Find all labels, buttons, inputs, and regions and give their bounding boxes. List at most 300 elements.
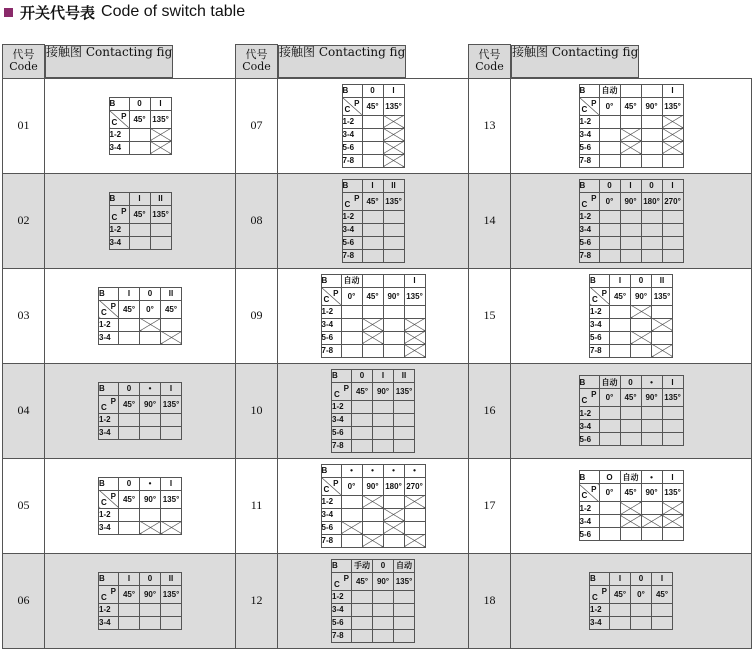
- table-row: [3, 78, 752, 173]
- switch-code: 01: [3, 78, 45, 173]
- contact-closed-mark: [161, 603, 182, 616]
- contact-open-cell: [599, 210, 620, 223]
- contact-diagram-cell: [45, 553, 236, 648]
- contact-label: 5-6: [332, 616, 352, 629]
- position-label: I: [362, 179, 383, 192]
- contact-open-cell: [341, 495, 362, 508]
- contact-open-cell: [599, 115, 620, 128]
- contact-open-cell: [620, 154, 641, 167]
- contact-open-cell: [641, 223, 662, 236]
- contact-label: 7-8: [321, 534, 341, 547]
- position-label: •: [140, 382, 161, 395]
- contact-label: 1-2: [99, 508, 119, 521]
- angle-label: 90°: [631, 287, 652, 305]
- contact-row: [332, 616, 415, 629]
- c-label: C: [344, 199, 351, 209]
- position-label: 0: [140, 287, 161, 300]
- contact-open-cell: [383, 331, 404, 344]
- contact-open-cell: [119, 603, 140, 616]
- b-label: B: [332, 369, 352, 382]
- contact-open-cell: [119, 413, 140, 426]
- switch-code: 08: [236, 173, 278, 268]
- position-label: I: [150, 97, 171, 110]
- contact-closed-mark: [140, 616, 161, 629]
- contact-row: [332, 603, 415, 616]
- cp-corner: [321, 287, 341, 305]
- b-label: B: [579, 84, 599, 97]
- position-label: 自动: [341, 274, 362, 287]
- contact-open-cell: [610, 305, 631, 318]
- contact-open-cell: [662, 154, 683, 167]
- contact-open-cell: [373, 426, 394, 439]
- position-label: O: [599, 471, 620, 484]
- contact-closed-mark: [383, 154, 404, 167]
- b-label: B: [579, 471, 599, 484]
- cp-corner: [590, 585, 610, 603]
- p-label: P: [343, 383, 349, 393]
- switch-code: 03: [3, 268, 45, 363]
- table-body: [3, 78, 752, 648]
- b-label: B: [99, 287, 119, 300]
- angle-label: 45°: [161, 300, 182, 318]
- c-label: C: [581, 491, 588, 500]
- contact-label: 5-6: [579, 141, 599, 154]
- contact-row: [99, 508, 182, 521]
- contact-open-cell: [610, 344, 631, 357]
- contact-label: 5-6: [321, 331, 341, 344]
- position-label: •: [404, 464, 425, 477]
- angle-label: 180°: [641, 192, 662, 210]
- angle-label: 0°: [341, 477, 362, 495]
- position-label: [383, 274, 404, 287]
- angle-row: [579, 484, 683, 502]
- contact-diagram: [579, 179, 684, 263]
- contact-open-cell: [362, 344, 383, 357]
- contact-diagram: [331, 559, 415, 643]
- contact-closed-mark: [620, 128, 641, 141]
- switch-code: 10: [236, 363, 278, 458]
- cp-corner: [99, 300, 119, 318]
- position-label: 0: [620, 376, 641, 389]
- contact-open-cell: [599, 223, 620, 236]
- c-label: C: [101, 402, 107, 412]
- contact-label: 5-6: [342, 141, 362, 154]
- contact-closed-mark: [620, 210, 641, 223]
- angle-row: [342, 97, 404, 115]
- contact-closed-mark: [161, 426, 182, 439]
- contact-open-cell: [373, 439, 394, 452]
- contact-closed-mark: [140, 413, 161, 426]
- contact-closed-mark: [362, 236, 383, 249]
- contact-label: 3-4: [99, 331, 119, 344]
- contact-closed-mark: [620, 515, 641, 528]
- contact-diagram: [109, 97, 172, 155]
- contact-closed-mark: [662, 141, 683, 154]
- contact-open-cell: [119, 426, 140, 439]
- cp-corner: [332, 382, 352, 400]
- contact-open-cell: [641, 528, 662, 541]
- angle-label: 45°: [652, 585, 673, 603]
- contact-row: [99, 318, 182, 331]
- contact-closed-mark: [641, 433, 662, 446]
- contact-closed-mark: [383, 521, 404, 534]
- contact-diagram-cell: [278, 173, 469, 268]
- contact-open-cell: [341, 331, 362, 344]
- cp-corner: [321, 477, 341, 495]
- angle-row: [99, 490, 182, 508]
- position-label: I: [119, 572, 140, 585]
- switch-code: 18: [469, 553, 511, 648]
- angle-label: 90°: [373, 572, 394, 590]
- switch-code: 07: [236, 78, 278, 173]
- contact-diagram: [98, 572, 182, 630]
- contact-row: [99, 603, 182, 616]
- angle-row: [342, 192, 404, 210]
- contact-closed-mark: [352, 616, 373, 629]
- position-row: [109, 192, 171, 205]
- contact-open-cell: [373, 400, 394, 413]
- contact-diagram: [331, 369, 415, 453]
- contact-closed-mark: [362, 249, 383, 262]
- contact-closed-mark: [383, 508, 404, 521]
- contact-row: [579, 210, 683, 223]
- cp-corner: [579, 484, 599, 502]
- contact-open-cell: [383, 249, 404, 262]
- p-label: P: [110, 586, 116, 596]
- contact-label: 7-8: [332, 629, 352, 642]
- c-label: C: [592, 294, 598, 304]
- position-label: I: [652, 572, 673, 585]
- contact-label: 1-2: [109, 128, 129, 141]
- position-label: I: [129, 192, 150, 205]
- contact-open-cell: [373, 603, 394, 616]
- position-label: 自动: [599, 376, 620, 389]
- title-cn: 开关代号表: [20, 3, 96, 22]
- contact-label: 3-4: [579, 223, 599, 236]
- angle-label: 135°: [161, 490, 182, 508]
- angle-label: 45°: [362, 287, 383, 305]
- angle-label: 90°: [641, 389, 662, 407]
- contact-label: 1-2: [579, 115, 599, 128]
- p-label: P: [591, 193, 597, 203]
- b-label: B: [579, 179, 599, 192]
- code-header: 代号 Code: [469, 45, 511, 79]
- title-en: Code of switch table: [101, 3, 246, 20]
- contact-closed-mark: [620, 141, 641, 154]
- contact-closed-mark: [341, 521, 362, 534]
- angle-label: 45°: [362, 192, 383, 210]
- angle-row: [99, 395, 182, 413]
- contact-closed-mark: [404, 344, 425, 357]
- switch-code: 05: [3, 458, 45, 553]
- position-label: II: [652, 274, 673, 287]
- angle-label: 45°: [620, 97, 641, 115]
- contact-closed-mark: [662, 223, 683, 236]
- contact-open-cell: [362, 521, 383, 534]
- cp-corner: [579, 97, 599, 115]
- contact-label: 3-4: [321, 318, 341, 331]
- contact-label: 3-4: [109, 236, 129, 249]
- c-label: C: [344, 104, 351, 114]
- angle-label: 45°: [119, 585, 140, 603]
- position-label: I: [620, 179, 641, 192]
- contact-open-cell: [394, 400, 415, 413]
- contact-diagram: [109, 192, 172, 250]
- angle-label: 135°: [383, 192, 404, 210]
- contact-open-cell: [599, 528, 620, 541]
- contact-label: 1-2: [342, 115, 362, 128]
- angle-label: 270°: [662, 192, 683, 210]
- contact-diagram-cell: [278, 458, 469, 553]
- contact-row: [579, 128, 683, 141]
- contact-diagram-cell: [45, 363, 236, 458]
- contact-open-cell: [161, 318, 182, 331]
- position-label: 自动: [599, 84, 620, 97]
- angle-label: 135°: [662, 484, 683, 502]
- contact-closed-mark: [394, 603, 415, 616]
- c-label: C: [323, 484, 330, 494]
- contact-open-cell: [394, 590, 415, 603]
- contact-open-cell: [373, 616, 394, 629]
- contact-row: [109, 223, 171, 236]
- angle-label: 0°: [599, 192, 620, 210]
- b-label: B: [321, 464, 341, 477]
- position-label: 0: [129, 97, 150, 110]
- angle-row: [109, 205, 171, 223]
- contact-label: 5-6: [321, 521, 341, 534]
- contact-closed-mark: [620, 236, 641, 249]
- b-label: B: [109, 192, 129, 205]
- p-label: P: [343, 573, 349, 583]
- position-label: II: [383, 179, 404, 192]
- contact-closed-mark: [662, 128, 683, 141]
- position-label: 0: [362, 84, 383, 97]
- b-label: B: [99, 572, 119, 585]
- contact-closed-mark: [383, 223, 404, 236]
- contact-row: [99, 413, 182, 426]
- contact-diagram-cell: [45, 78, 236, 173]
- contact-diagram: [589, 572, 673, 630]
- switch-code: 16: [469, 363, 511, 458]
- table-row: [3, 268, 752, 363]
- b-label: B: [332, 559, 352, 572]
- contact-label: 3-4: [99, 616, 119, 629]
- contact-diagram-cell: [278, 268, 469, 363]
- contact-row: [590, 616, 673, 629]
- b-label: B: [579, 376, 599, 389]
- contact-label: 3-4: [321, 508, 341, 521]
- contact-closed-mark: [641, 407, 662, 420]
- contact-open-cell: [362, 141, 383, 154]
- position-label: 0: [119, 382, 140, 395]
- c-label: C: [101, 497, 107, 507]
- contact-diagram-cell: [511, 78, 752, 173]
- angle-label: 135°: [161, 585, 182, 603]
- contact-open-cell: [631, 616, 652, 629]
- contact-open-cell: [129, 236, 150, 249]
- position-row: [99, 287, 182, 300]
- contact-diagram: [98, 477, 182, 535]
- contact-label: 5-6: [342, 236, 362, 249]
- contact-closed-mark: [383, 141, 404, 154]
- angle-label: 135°: [652, 287, 673, 305]
- angle-label: 45°: [119, 300, 140, 318]
- switch-code: 12: [236, 553, 278, 648]
- p-label: P: [591, 485, 597, 494]
- b-label: B: [109, 97, 129, 110]
- angle-label: 90°: [383, 287, 404, 305]
- cp-corner: [99, 490, 119, 508]
- contact-closed-mark: [610, 616, 631, 629]
- angle-label: 90°: [641, 97, 662, 115]
- contact-closed-mark: [394, 439, 415, 452]
- contact-open-cell: [383, 534, 404, 547]
- fig-header: 接触图 Contacting fig: [511, 45, 639, 78]
- c-label: C: [581, 104, 588, 114]
- angle-row: [99, 585, 182, 603]
- contact-row: [342, 210, 404, 223]
- contact-open-cell: [352, 439, 373, 452]
- angle-label: 45°: [119, 395, 140, 413]
- contact-open-cell: [599, 249, 620, 262]
- contact-row: [109, 141, 171, 154]
- contact-open-cell: [641, 128, 662, 141]
- position-label: [641, 84, 662, 97]
- contact-open-cell: [641, 115, 662, 128]
- contact-open-cell: [373, 590, 394, 603]
- angle-label: 45°: [610, 287, 631, 305]
- c-label: C: [334, 389, 340, 399]
- contact-closed-mark: [140, 603, 161, 616]
- contact-closed-mark: [662, 115, 683, 128]
- contact-row: [342, 141, 404, 154]
- position-label: II: [161, 572, 182, 585]
- contact-open-cell: [652, 305, 673, 318]
- cp-corner: [579, 192, 599, 210]
- p-label: P: [354, 193, 360, 203]
- contact-closed-mark: [404, 318, 425, 331]
- contact-label: 7-8: [332, 439, 352, 452]
- position-row: [579, 179, 683, 192]
- contact-diagram: [589, 274, 673, 358]
- p-label: P: [110, 301, 116, 311]
- switch-code: 09: [236, 268, 278, 363]
- angle-row: [321, 287, 425, 305]
- angle-label: 0°: [599, 389, 620, 407]
- contact-open-cell: [404, 305, 425, 318]
- angle-label: 135°: [394, 572, 415, 590]
- cp-corner: [99, 585, 119, 603]
- contact-open-cell: [119, 331, 140, 344]
- contact-closed-mark: [362, 495, 383, 508]
- contact-label: 3-4: [332, 603, 352, 616]
- contact-open-cell: [161, 508, 182, 521]
- contact-open-cell: [641, 420, 662, 433]
- table-header-row: [3, 45, 752, 79]
- contact-open-cell: [620, 433, 641, 446]
- contact-closed-mark: [631, 331, 652, 344]
- angle-row: [579, 192, 683, 210]
- contact-label: 3-4: [342, 223, 362, 236]
- contact-label: 3-4: [579, 420, 599, 433]
- contact-closed-mark: [352, 426, 373, 439]
- contact-open-cell: [599, 420, 620, 433]
- angle-label: 90°: [641, 484, 662, 502]
- contact-closed-mark: [161, 413, 182, 426]
- contact-closed-mark: [140, 318, 161, 331]
- contact-row: [590, 305, 673, 318]
- contact-open-cell: [652, 331, 673, 344]
- contact-open-cell: [620, 528, 641, 541]
- position-row: [332, 559, 415, 572]
- contact-closed-mark: [662, 210, 683, 223]
- position-label: II: [150, 192, 171, 205]
- contact-closed-mark: [404, 534, 425, 547]
- position-label: I: [161, 477, 182, 490]
- title-square-icon: [4, 8, 13, 17]
- contact-label: 1-2: [99, 413, 119, 426]
- position-row: [579, 84, 683, 97]
- contact-open-cell: [341, 318, 362, 331]
- p-label: P: [601, 586, 607, 596]
- cp-corner: [342, 97, 362, 115]
- cp-corner: [109, 110, 129, 128]
- contact-closed-mark: [631, 305, 652, 318]
- contact-row: [332, 426, 415, 439]
- angle-label: 270°: [404, 477, 425, 495]
- contact-row: [332, 439, 415, 452]
- contact-label: 7-8: [342, 249, 362, 262]
- contact-row: [321, 521, 425, 534]
- contact-closed-mark: [161, 521, 182, 534]
- contact-row: [579, 236, 683, 249]
- position-label: 0: [373, 559, 394, 572]
- position-label: 0: [119, 477, 140, 490]
- cp-corner: [109, 205, 129, 223]
- position-label: I: [610, 274, 631, 287]
- contact-closed-mark: [662, 420, 683, 433]
- cp-corner: [579, 389, 599, 407]
- contact-diagram: [321, 464, 426, 548]
- angle-label: 45°: [620, 389, 641, 407]
- position-row: [99, 477, 182, 490]
- contact-row: [321, 318, 425, 331]
- contact-open-cell: [129, 128, 150, 141]
- contact-diagram-cell: [45, 458, 236, 553]
- angle-row: [332, 572, 415, 590]
- contact-row: [590, 331, 673, 344]
- fig-header: 接触图 Contacting fig: [278, 45, 406, 78]
- contact-row: [321, 305, 425, 318]
- contact-open-cell: [641, 210, 662, 223]
- contact-diagram-cell: [45, 173, 236, 268]
- c-label: C: [111, 212, 118, 222]
- angle-label: 0°: [599, 484, 620, 502]
- angle-label: 135°: [404, 287, 425, 305]
- p-label: P: [591, 98, 597, 108]
- contact-open-cell: [599, 502, 620, 515]
- p-label: P: [354, 98, 360, 108]
- contact-closed-mark: [662, 515, 683, 528]
- c-label: C: [101, 307, 107, 317]
- position-label: I: [662, 179, 683, 192]
- p-label: P: [591, 390, 597, 399]
- angle-label: 45°: [610, 585, 631, 603]
- contact-diagram: [579, 84, 684, 168]
- contact-open-cell: [383, 344, 404, 357]
- contact-closed-mark: [652, 616, 673, 629]
- fig-header: 接触图 Contacting fig: [45, 45, 173, 78]
